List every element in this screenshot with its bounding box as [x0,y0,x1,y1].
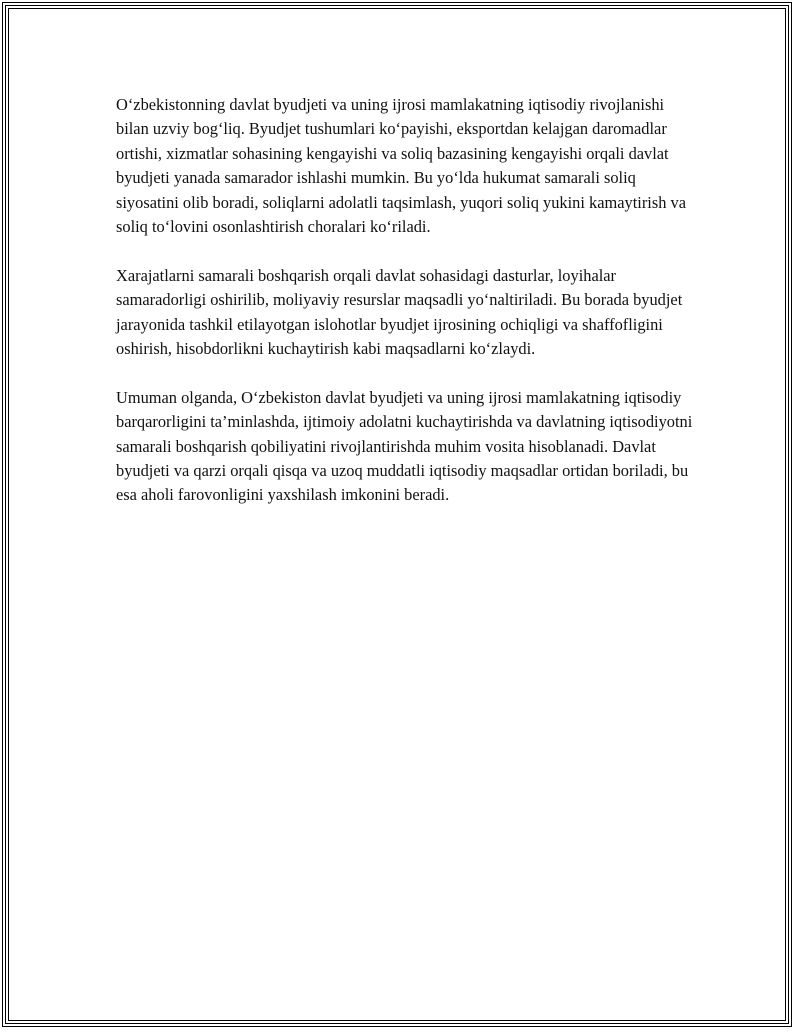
paragraph-3: Umuman olganda, O‘zbekiston davlat byudjeti va uning ijrosi mamlakatning iqtisodiy barqarorligini ta’minlashda, ijtimoiy adolatni kuchaytirishda va davlatning iqtisodiyotni samarali boshqarish qobiliyatini rivojlantirishda muhim vosita hisoblanadi. Davlat byudjeti va qarzi orqali qisqa va uzoq muddatli iqtisodiy maqsadlar ortidan boriladi, bu esa aholi farovonligini yaxshilash imkonini beradi. [116,387,693,505]
document-body [116,93,696,532]
paragraph-2: Xarajatlarni samarali boshqarish orqali davlat sohasidagi dasturlar, loyihalar samaradorligi oshirilib, moliyaviy resurslar maqsadli yo‘naltiriladi. Bu borada byudjet jarayonida tashkil etilayotgan islohotlar byudjet ijrosining ochiqligi va shaffofligini oshirish, hisobdorlikni kuchaytirish kabi maqsadlarni ko‘zlaydi. [116,265,683,359]
paragraph-1: O‘zbekistonning davlat byudjeti va uning ijrosi mamlakatning iqtisodiy rivojlanishi bilan uzviy bog‘liq. Byudjet tushumlari ko‘payishi, eksportdan kelajgan daromadlar ortishi, xizmatlar sohasining kengayishi va soliq bazasining kengayishi orqali davlat byudjeti yanada samarador ishlashi mumkin. Bu yo‘lda hukumat samarali soliq siyosatini olib boradi, soliqlarni adolatli taqsimlash, yuqori soliq yukini kamaytirish va soliq to‘lovini osonlashtirish choralari ko‘riladi. [116,95,686,237]
